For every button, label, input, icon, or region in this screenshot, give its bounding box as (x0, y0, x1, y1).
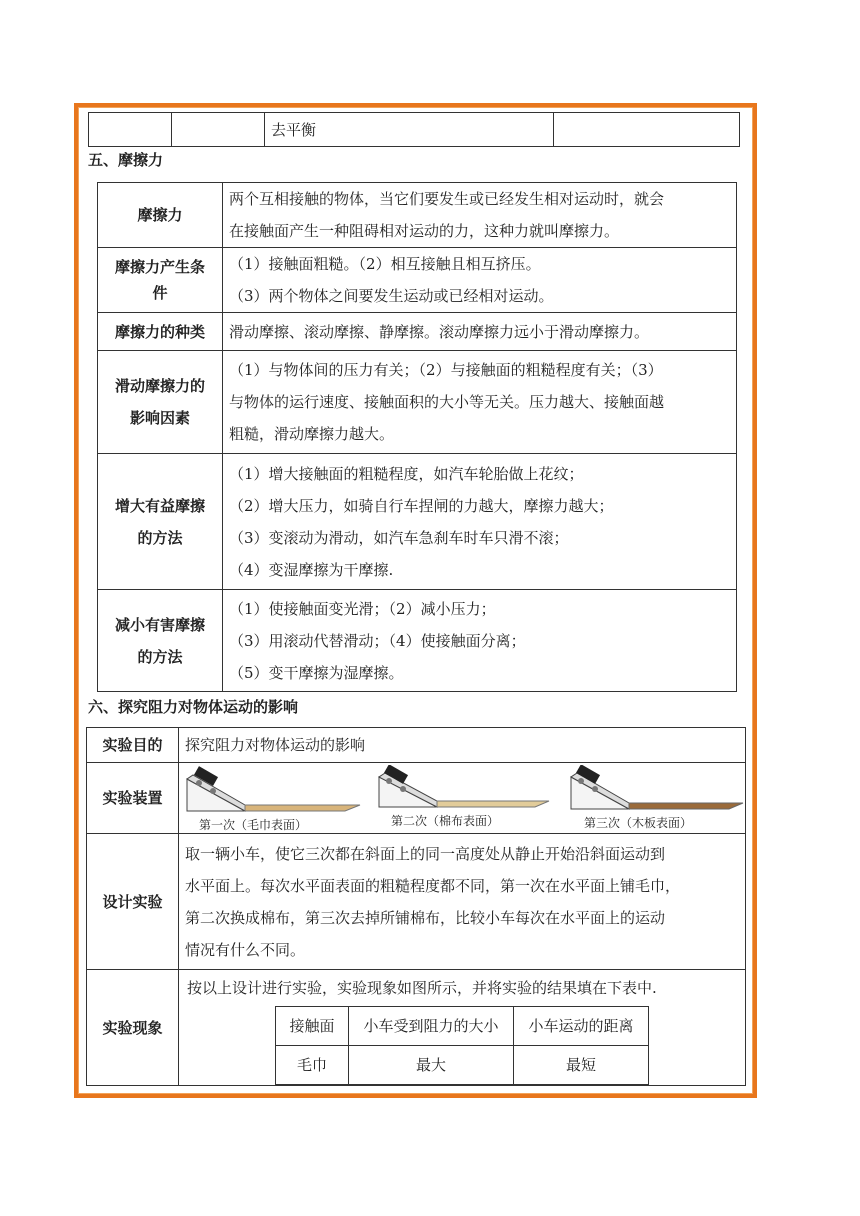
row-label-conditions (98, 248, 223, 313)
text-line: （1）与物体间的压力有关；（2）与接触面的粗糙程度有关；（3） (229, 361, 663, 379)
row-label-types: 摩擦力的种类 (98, 313, 223, 351)
top-table (88, 112, 740, 147)
text-line: 粗糙，滑动摩擦力越大。 (229, 425, 395, 443)
results-cell: 毛巾 (276, 1046, 349, 1085)
ramp-towel-figure (185, 765, 365, 815)
results-header: 接触面 (276, 1007, 349, 1046)
row-content-increase (223, 454, 737, 590)
row-label-purpose: 实验目的 (87, 728, 179, 763)
label-line: 的方法 (137, 528, 183, 547)
top-table-cell (89, 113, 172, 147)
results-header: 小车受到阻力的大小 (349, 1007, 514, 1046)
experiment-table (86, 727, 746, 1086)
label-line: 增大有益摩擦 (114, 496, 205, 515)
row-content-factors (223, 351, 737, 454)
top-table-cell (554, 113, 740, 147)
text-line: （1）使接触面变光滑；（2）减小压力； (229, 599, 496, 618)
results-cell: 最短 (514, 1046, 649, 1085)
section-heading-experiment: 六、探究阻力对物体运动的影响 (88, 698, 299, 716)
caption-cotton: 第二次（棉布表面） (391, 814, 500, 828)
label-line: 滑动摩擦力的 (114, 377, 205, 395)
top-table-cell (172, 113, 265, 147)
row-label-phenomenon: 实验现象 (87, 970, 179, 1086)
row-label-factors (98, 351, 223, 454)
text-line: （1）增大接触面的粗糙程度，如汽车轮胎做上花纹； (229, 464, 584, 483)
text-line: （4）变湿摩擦为干摩擦. (229, 560, 394, 579)
results-table (275, 1006, 649, 1085)
label-line: 摩擦力产生条 (114, 258, 205, 276)
text-line: 在接触面产生一种阻碍相对运动的力，这种力就叫摩擦力。 (229, 222, 620, 240)
row-label-increase (98, 454, 223, 590)
label-line: 减小有害摩擦 (114, 615, 205, 634)
text-line: 取一辆小车，使它三次都在斜面上的同一高度处从静止开始沿斜面运动到 (185, 844, 666, 863)
text-line: 情况有什么不同。 (185, 940, 306, 959)
text-line: 两个互相接触的物体，当它们要发生或已经发生相对运动时，就会 (229, 190, 665, 208)
row-content-design (179, 834, 746, 970)
phenomenon-text: 按以上设计进行实验，实验现象如图所示，并将实验的结果填在下表中. (187, 979, 657, 997)
label-line: 件 (152, 284, 168, 302)
row-content-conditions (223, 248, 737, 313)
row-content-reduce (223, 590, 737, 692)
text-line: （2）增大压力，如骑自行车捏闸的力越大，摩擦力越大； (229, 496, 614, 515)
label-line: 影响因素 (129, 409, 190, 427)
row-label-friction: 摩擦力 (98, 183, 223, 248)
text-line: （3）两个物体之间要发生运动或已经相对运动。 (229, 287, 554, 305)
row-label-reduce (98, 590, 223, 692)
row-label-design: 设计实验 (87, 834, 179, 970)
text-line: 第二次换成棉布，第三次去掉所铺棉布，比较小车每次在水平面上的运动 (185, 908, 666, 927)
text-line: （3）变滚动为滑动，如汽车急刹车时车只滑不滚； (229, 528, 569, 547)
row-content-apparatus (179, 763, 746, 834)
text-line: （3）用滚动代替滑动；（4）使接触面分离； (229, 631, 526, 650)
text-line: （5）变干摩擦为湿摩擦。 (229, 663, 404, 682)
row-content-types: 滑动摩擦、滚动摩擦、静摩擦。滚动摩擦力远小于滑动摩擦力。 (223, 313, 737, 351)
text-line: （1）接触面粗糙。（2）相互接触且相互挤压。 (229, 255, 541, 273)
text-line: 与物体的运行速度、接触面积的大小等无关。压力越大、接触面越 (229, 393, 665, 411)
row-label-apparatus: 实验装置 (87, 763, 179, 834)
results-cell: 最大 (349, 1046, 514, 1085)
section-heading-friction: 五、摩擦力 (88, 151, 164, 169)
caption-towel: 第一次（毛巾表面） (199, 818, 308, 832)
results-header: 小车运动的距离 (514, 1007, 649, 1046)
friction-table (97, 182, 737, 692)
row-content-phenomenon (179, 970, 746, 1086)
caption-wood: 第三次（木板表面） (584, 816, 693, 830)
label-line: 的方法 (137, 647, 183, 666)
top-table-cell-text: 去平衡 (265, 113, 554, 147)
text-line: 水平面上。每次水平面表面的粗糙程度都不同，第一次在水平面上铺毛巾， (185, 876, 681, 895)
row-content-purpose: 探究阻力对物体运动的影响 (179, 728, 746, 763)
row-content-friction (223, 183, 737, 248)
